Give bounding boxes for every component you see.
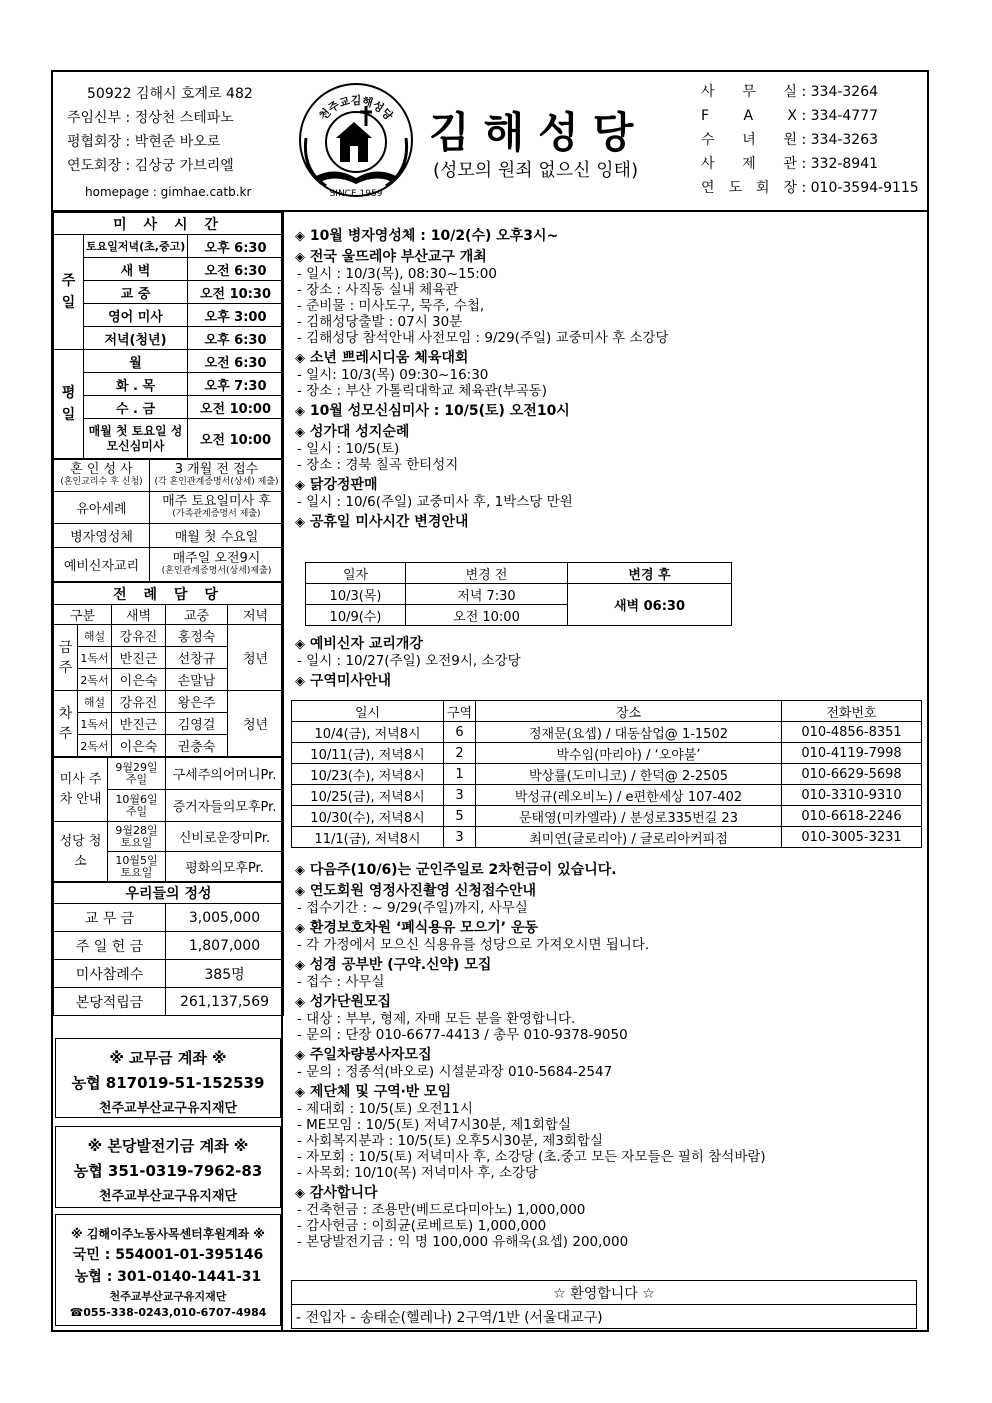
offering-heading: 우리들의 정성 — [54, 883, 284, 904]
holiday-col: 변경 후 — [568, 563, 732, 584]
guide-group: 구세주의어머니Pr. — [166, 758, 284, 790]
this-week-label: 금주 — [54, 625, 78, 691]
notice-title: ◈ 다음주(10/6)는 군인주일로 2차헌금이 있습니다. — [295, 862, 617, 878]
notice-line: - 김해성당출발 : 07시 30분 — [297, 314, 463, 330]
notice-title: ◈ 제단체 및 구역‧반 모임 — [295, 1084, 452, 1100]
mass-heading: 미 사 시 간 — [54, 213, 284, 235]
fund-account-box: ※ 본당발전기금 계좌 ※ 농협 351-0319-7962-83 천주교부산교구유지재단 — [55, 1126, 281, 1208]
notice-line: - 일시 : 10/27(주일) 오전9시, 소강당 — [297, 653, 521, 669]
liturgy-main: 선창규 — [166, 647, 228, 669]
contact-convent: 수 녀 원 : 334-3263 — [701, 132, 879, 148]
notice-title: ◈ 전국 울뜨레야 부산교구 개최 — [295, 249, 487, 265]
mass-time: 오전 6:30 — [188, 258, 284, 281]
notice-line: - ME모임 : 10/5(토) 저녁7시30분, 제1회합실 — [297, 1117, 572, 1133]
mass-name: 월 — [84, 350, 188, 373]
liturgy-role: 2독서 — [78, 669, 112, 691]
liturgy-heading: 전 례 담 당 — [54, 583, 284, 605]
liturgy-dawn: 반진근 — [112, 713, 166, 735]
notice-line: - 일시 : 10/5(토) — [297, 441, 400, 457]
notices-section-1 — [295, 228, 921, 531]
notices-section-2 — [295, 636, 921, 690]
contact-rectory: 사 제 관 : 332-8941 — [701, 156, 879, 172]
guide-label: 성당 청소 — [54, 822, 108, 882]
welcome-box — [291, 1280, 917, 1329]
mass-time: 오후 7:30 — [188, 373, 284, 396]
notices-section-3 — [295, 862, 921, 1250]
contact-yeondo: 연 도 회 장 : 010-3594-9115 — [701, 180, 919, 196]
tithe-account-box: ※ 교무금 계좌 ※ 농협 817019-51-152539 천주교부산교구유지재단 — [55, 1038, 281, 1118]
weekday-label: 평일 — [54, 350, 84, 459]
parish-logo-icon — [296, 80, 416, 200]
table-row: 10/11(금), 저녁8시 2 박수임(마리아) / ‘오야불’ 010-4119-7998 — [292, 743, 922, 764]
notice-line: - 본당발전기금 : 익 명 100,000 유해욱(요셉) 200,000 — [297, 1234, 629, 1250]
notice-line: - 김해성당 참석안내 사전모임 : 9/29(주일) 교중미사 후 소강당 — [297, 330, 669, 346]
contact-office: 사 무 실 : 334-3264 — [701, 84, 879, 100]
offering-label: 미사참례수 — [54, 960, 166, 988]
offering-value: 1,807,000 — [166, 932, 284, 960]
offering-label: 주 일 헌 금 — [54, 932, 166, 960]
district-mass-table — [291, 700, 922, 848]
notice-title: ◈ 성경 공부반 (구약.신약) 모집 — [295, 957, 492, 973]
mass-time: 오후 6:30 — [188, 327, 284, 350]
table-row: 10/23(수), 저녁8시 1 박상률(도미니코) / 한덕@ 2-2505 010-6629-5698 — [292, 764, 922, 785]
sacrament-item: 혼 인 성 사 (혼인교리수 후 신청) — [54, 460, 150, 492]
header — [53, 72, 927, 212]
notice-line: - 각 가정에서 모으신 식용유를 성당으로 가져오시면 됩니다. — [297, 937, 650, 953]
mass-name: 화 . 목 — [84, 373, 188, 396]
mass-name: 저녁(청년) — [84, 327, 188, 350]
holiday-col: 일자 — [306, 563, 406, 584]
notice-line: - 접수기간 : ~ 9/29(주일)까지, 사무실 — [297, 900, 528, 916]
notice-title: ◈ 성가대 성지순례 — [295, 424, 410, 440]
table-row: 11/1(금), 저녁8시 3 최미연(글로리아) / 글로리아커피점 010-3005-3231 — [292, 827, 922, 848]
mass-schedule-table — [53, 212, 284, 459]
mass-name: 수 . 금 — [84, 396, 188, 419]
mass-name: 교 중 — [84, 281, 188, 304]
liturgy-dawn: 이은숙 — [112, 735, 166, 757]
sacrament-item: 예비신자교리 — [54, 548, 150, 582]
liturgy-dawn: 강유진 — [112, 625, 166, 647]
notice-title: ◈ 10월 성모신심미사 : 10/5(토) 오전10시 — [295, 403, 570, 419]
liturgy-col: 구분 — [54, 605, 112, 625]
sunday-label: 주일 — [54, 235, 84, 350]
notice-title: ◈ 닭강정판매 — [295, 477, 378, 493]
notice-line: - 일시: 10/3(목) 09:30~16:30 — [297, 367, 489, 383]
mass-time: 오전 10:30 — [188, 281, 284, 304]
liturgy-evening: 청년 — [228, 625, 284, 691]
liturgy-col: 저녁 — [228, 605, 284, 625]
holiday-before: 저녁 7:30 — [406, 584, 568, 605]
liturgy-main: 홍정숙 — [166, 625, 228, 647]
notice-line: - 일시 : 10/3(목), 08:30~15:00 — [297, 266, 497, 282]
holiday-after: 새벽 06:30 — [568, 584, 732, 626]
notice-line: - 사회복지분과 : 10/5(토) 오후5시30분, 제3회합실 — [297, 1133, 603, 1149]
guide-table — [53, 757, 284, 882]
offering-value: 385명 — [166, 960, 284, 988]
sacrament-value: 매주일 오전9시 (혼인관계증명서(상세)제출) — [150, 548, 284, 582]
welcome-line: - 전입자 - 송태순(헬레나) 2구역/1반 (서울대교구) — [292, 1305, 917, 1329]
mass-time: 오후 3:00 — [188, 304, 284, 327]
offering-value: 3,005,000 — [166, 904, 284, 932]
notice-title: ◈ 환경보호차원 ‘폐식용유 모으기’ 운동 — [295, 920, 538, 936]
right-column — [285, 212, 927, 1332]
mass-time: 오후 6:30 — [188, 235, 284, 258]
bulletin-page — [51, 70, 929, 1332]
notice-line: - 장소 : 사직동 실내 체육관 — [297, 282, 459, 298]
notice-line: - 제대회 : 10/5(토) 오전11시 — [297, 1101, 473, 1117]
notice-title: ◈ 구역미사안내 — [295, 673, 392, 689]
page-subtitle: (성모의 원죄 없으신 잉태) — [433, 160, 639, 181]
notice-line: - 일시 : 10/6(주일) 교중미사 후, 1박스당 만원 — [297, 494, 573, 510]
guide-group: 증거자들의모후Pr. — [166, 790, 284, 822]
notice-title: ◈ 감사합니다 — [295, 1185, 378, 1201]
notice-title: ◈ 공휴일 미사시간 변경안내 — [295, 514, 469, 530]
notice-title: ◈ 주일차량봉사자모집 — [295, 1047, 432, 1063]
liturgy-main: 왕은주 — [166, 691, 228, 713]
liturgy-main: 김영걸 — [166, 713, 228, 735]
holiday-before: 오전 10:00 — [406, 605, 568, 626]
mass-name: 영어 미사 — [84, 304, 188, 327]
notice-line: - 대상 : 부부, 형제, 자매 모든 분을 환영합니다. — [297, 1011, 576, 1027]
mass-name: 새 벽 — [84, 258, 188, 281]
welcome-title: ☆ 환영합니다 ☆ — [292, 1281, 917, 1305]
notice-line: - 건축헌금 : 조용만(베드로다미아노) 1,000,000 — [297, 1202, 586, 1218]
sacrament-table — [53, 459, 284, 582]
sacrament-item: 병자영성체 — [54, 524, 150, 548]
liturgy-col: 교중 — [166, 605, 228, 625]
council-president: 평협회장 : 박현준 바오로 — [67, 134, 221, 150]
mass-time: 오전 6:30 — [188, 350, 284, 373]
contact-fax: F A X : 334-4777 — [701, 108, 879, 124]
migrant-account-box: ※ 김해이주노동사목센터후원계좌 ※ 국민 : 554001-01-395146 농협 : 301-0140-1441-31 천주교부산교구유지재단 ☎055-338-0243,010-6707-4984 — [55, 1214, 281, 1326]
district-col: 장소 — [476, 701, 782, 722]
notice-line: - 장소 : 부산 가톨릭대학교 체육관(부곡동) — [297, 383, 548, 399]
guide-date: 9월29일 주일 — [108, 758, 166, 790]
guide-label: 미사 주차 안내 — [54, 758, 108, 822]
liturgy-table — [53, 582, 284, 757]
pastor: 주임신부 : 정상천 스테파노 — [67, 110, 234, 126]
page-title: 김해성당 — [429, 108, 648, 157]
guide-date: 10월5일 토요일 — [108, 852, 166, 882]
liturgy-role: 1독서 — [78, 647, 112, 669]
sacrament-item: 유아세례 — [54, 492, 150, 524]
liturgy-role: 1독서 — [78, 713, 112, 735]
notice-line: - 자모회 : 10/5(토) 저녁미사 후, 소강당 (초.중고 모든 자모들은 필히 참석바람) — [297, 1149, 766, 1165]
liturgy-main: 권충숙 — [166, 735, 228, 757]
guide-date: 9월28일 토요일 — [108, 822, 166, 852]
holiday-col: 변경 전 — [406, 563, 568, 584]
table-row: 10/4(금), 저녁8시 6 정재문(요셉) / 대동삼업@ 1-1502 010-4856-8351 — [292, 722, 922, 743]
notice-title: ◈ 성가단원모집 — [295, 994, 392, 1010]
offering-label: 본당적립금 — [54, 988, 166, 1016]
offering-value: 261,137,569 — [166, 988, 284, 1016]
notice-title: ◈ 10월 병자영성체 : 10/2(수) 오후3시~ — [295, 228, 559, 244]
mass-time: 오전 10:00 — [188, 396, 284, 419]
sacrament-value: 3 개월 전 접수 (각 혼인관계증명서(상세) 제출) — [150, 460, 284, 492]
logo-since: SINCE 1959 — [329, 189, 383, 199]
liturgy-dawn: 강유진 — [112, 691, 166, 713]
holiday-date: 10/3(목) — [306, 584, 406, 605]
guide-group: 신비로운장미Pr. — [166, 822, 284, 852]
liturgy-role: 2독서 — [78, 735, 112, 757]
holiday-schedule-table — [305, 562, 732, 626]
holiday-date: 10/9(수) — [306, 605, 406, 626]
liturgy-evening: 청년 — [228, 691, 284, 757]
notice-line: - 장소 : 경북 칠곡 한티성지 — [297, 457, 459, 473]
offering-table — [53, 882, 284, 1016]
notice-line: - 감사헌금 : 이희균(로베르토) 1,000,000 — [297, 1218, 547, 1234]
district-col: 일시 — [292, 701, 444, 722]
liturgy-role: 해설 — [78, 625, 112, 647]
liturgy-dawn: 반진근 — [112, 647, 166, 669]
liturgy-main: 손말남 — [166, 669, 228, 691]
notice-line: - 문의 : 정종석(바오로) 시설분과장 010-5684-2547 — [297, 1064, 613, 1080]
yeondo-president: 연도회장 : 김상궁 가브리엘 — [67, 158, 234, 174]
notice-line: - 사목회: 10/10(목) 저녁미사 후, 소강당 — [297, 1165, 539, 1181]
offering-label: 교 무 금 — [54, 904, 166, 932]
liturgy-role: 해설 — [78, 691, 112, 713]
liturgy-col: 새벽 — [112, 605, 166, 625]
mass-time: 오전 10:00 — [188, 419, 284, 459]
mass-name: 토요일저녁(초,중고) — [84, 235, 188, 258]
left-column — [53, 212, 283, 1332]
table-row: 10/25(금), 저녁8시 3 박성규(레오비노) / e편한세상 107-402 010-3310-9310 — [292, 785, 922, 806]
logo-text: 천주교김해성당 — [316, 94, 396, 123]
district-col: 구역 — [444, 701, 476, 722]
notice-title: ◈ 소년 쁘레시디움 체육대회 — [295, 350, 469, 366]
notice-title: ◈ 연도회원 영정사진촬영 신청접수안내 — [295, 883, 537, 899]
homepage: homepage : gimhae.catb.kr — [85, 185, 252, 199]
table-row: 10/30(수), 저녁8시 5 문태영(미카엘라) / 분성로335번길 23 010-6618-2246 — [292, 806, 922, 827]
address: 50922 김해시 호계로 482 — [87, 86, 253, 102]
next-week-label: 차주 — [54, 691, 78, 757]
sacrament-value: 매주 토요일미사 후 (가족관계증명서 제출) — [150, 492, 284, 524]
guide-date: 10월6일 주일 — [108, 790, 166, 822]
notice-line: - 접수 : 사무실 — [297, 974, 385, 990]
mass-name: 매월 첫 토요일 성모신심미사 — [84, 419, 188, 459]
notice-line: - 준비물 : 미사도구, 묵주, 수첩, — [297, 298, 485, 314]
notice-title: ◈ 예비신자 교리개강 — [295, 636, 423, 652]
liturgy-dawn: 이은숙 — [112, 669, 166, 691]
sacrament-value: 매월 첫 수요일 — [150, 524, 284, 548]
guide-group: 평화의모후Pr. — [166, 852, 284, 882]
notice-line: - 문의 : 단장 010-6677-4413 / 총무 010-9378-9050 — [297, 1027, 628, 1043]
district-col: 전화번호 — [782, 701, 922, 722]
